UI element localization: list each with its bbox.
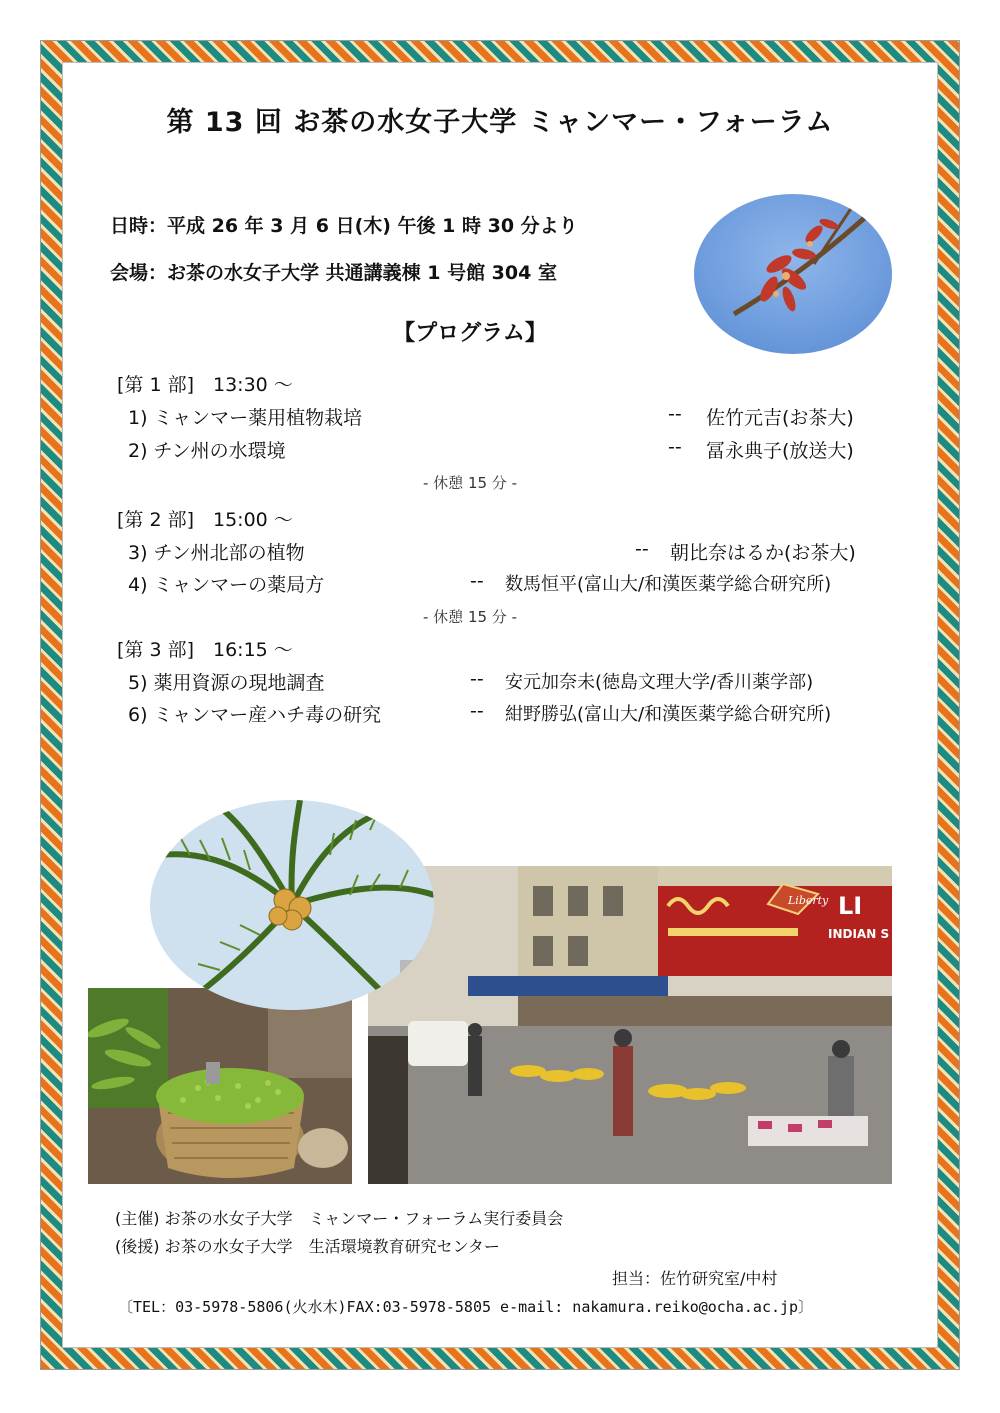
presenter-1: 佐竹元吉(お茶大)	[706, 407, 854, 429]
presenter-2: 冨永典子(放送大)	[706, 440, 854, 462]
presenter-5: 安元加奈未(徳島文理大学/香川薬学部)	[505, 672, 814, 693]
sign-letters: LI	[838, 892, 863, 920]
contact-person: 担当：佐竹研究室/中村	[612, 1269, 778, 1288]
presenter-3: 朝比奈はるか(お茶大)	[670, 542, 856, 564]
sign-indian: INDIAN S	[828, 927, 890, 941]
section-3-label: [第 3 部] 16:15 ～	[117, 639, 293, 661]
sign-liberty: Liberty	[788, 894, 829, 907]
dash-separator: --	[470, 700, 484, 722]
dash-separator: --	[635, 538, 649, 560]
dash-separator: --	[668, 436, 682, 458]
supporter-line: (後援) お茶の水女子大学 生活環境教育研究センター	[115, 1237, 500, 1256]
coconut-palm-photo	[150, 800, 434, 1010]
dash-separator: --	[668, 403, 682, 425]
program-item-6: 6) ミャンマー産ハチ毒の研究	[128, 704, 382, 726]
event-venue: 会場：お茶の水女子大学 共通講義棟 1 号館 304 室	[110, 262, 557, 284]
program-item-2: 2) チン州の水環境	[128, 440, 286, 462]
dash-separator: --	[470, 668, 484, 690]
contact-info-line: 〔TEL：03-5978-5806(火水木)FAX:03-5978-5805 e-mail: nakamura.reiko@ocha.ac.jp〕	[118, 1298, 814, 1316]
pea-basket-photo	[88, 988, 352, 1184]
program-item-5: 5) 薬用資源の現地調査	[128, 672, 325, 694]
market-street-photo	[368, 866, 892, 1184]
section-2-label: [第 2 部] 15:00 ～	[117, 509, 293, 531]
program-item-1: 1) ミャンマー薬用植物栽培	[128, 407, 363, 429]
organizer-line: (主催) お茶の水女子大学 ミャンマー・フォーラム実行委員会	[115, 1209, 564, 1228]
dash-separator: --	[470, 570, 484, 592]
event-datetime: 日時：平成 26 年 3 月 6 日(木) 午後 1 時 30 分より	[110, 215, 578, 237]
program-item-4: 4) ミャンマーの薬局方	[128, 574, 325, 596]
section-1-label: [第 1 部] 13:30 ～	[117, 374, 293, 396]
break-note: - 休憩 15 分 -	[423, 608, 517, 626]
page-title: 第 13 回 お茶の水女子大学 ミャンマー・フォーラム	[166, 107, 834, 138]
program-heading: 【プログラム】	[393, 321, 547, 346]
presenter-6: 紺野勝弘(富山大/和漢医薬学総合研究所)	[505, 704, 832, 725]
break-note: - 休憩 15 分 -	[423, 474, 517, 492]
presenter-4: 数馬恒平(富山大/和漢医薬学総合研究所)	[505, 574, 832, 595]
program-item-3: 3) チン州北部の植物	[128, 542, 305, 564]
